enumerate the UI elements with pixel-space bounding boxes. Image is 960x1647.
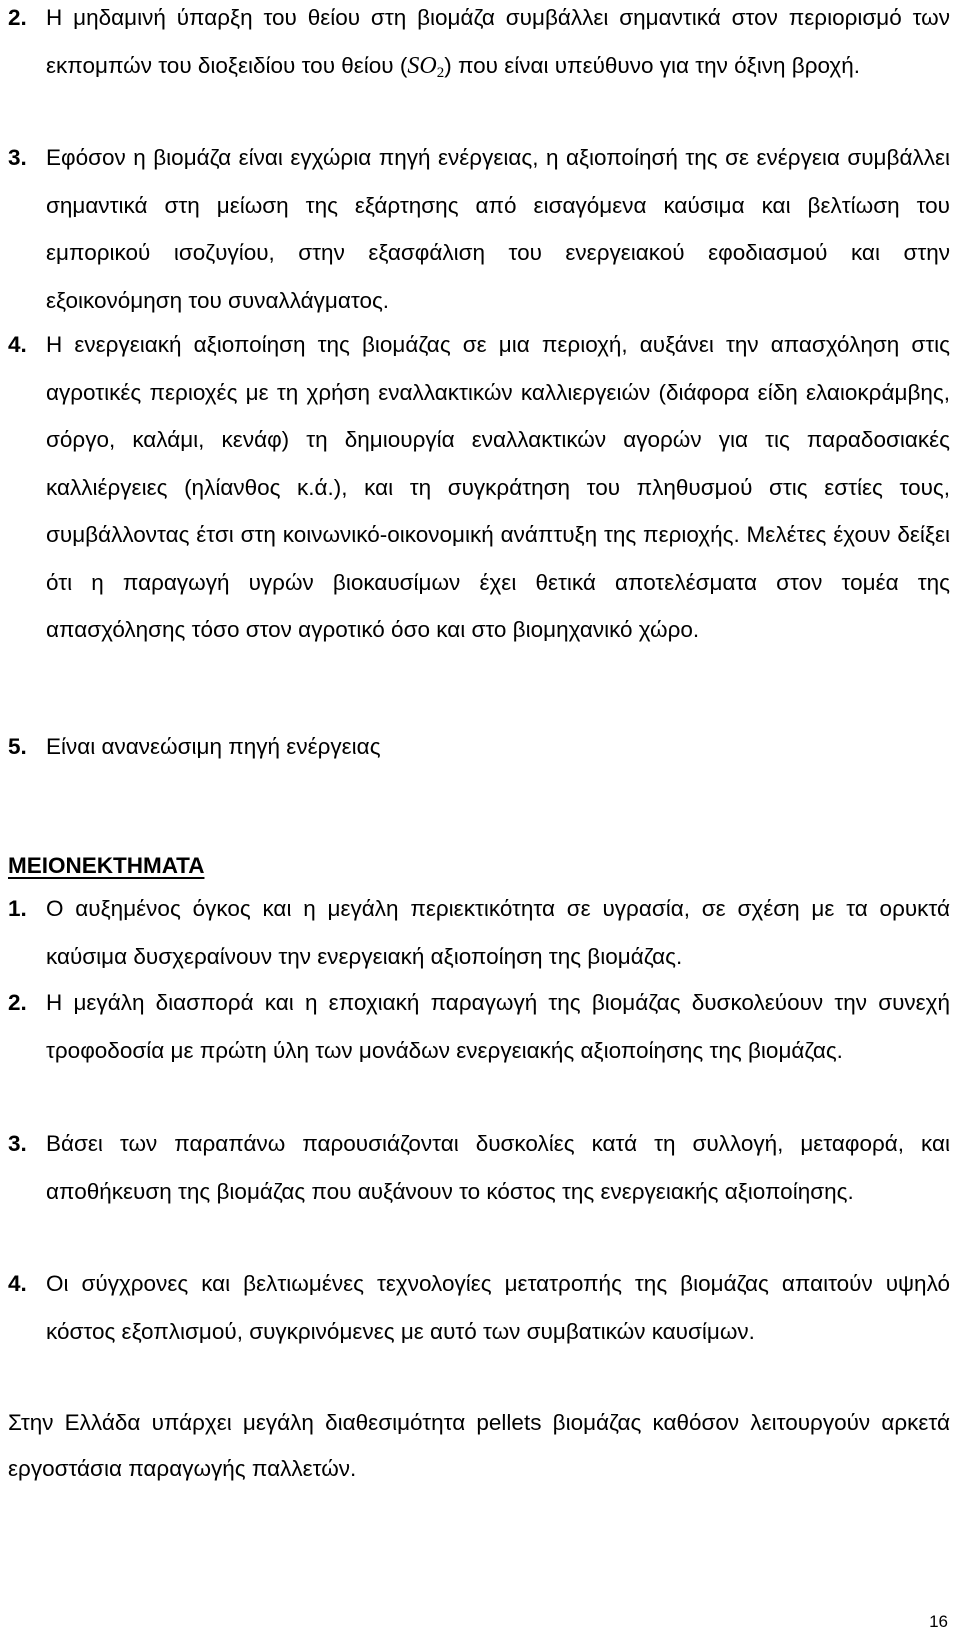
advantage-item-3 — [8, 134, 950, 324]
list-item-text: Ο αυξημένος όγκος και η μεγάλη περιεκτικότητα σε υγρασία, σε σχέση με τα ορυκτά καύσιμα δυσχεραίνουν την ενεργειακή αξιοποίηση της βιομάζας. — [46, 896, 950, 969]
list-item-text: Η μεγάλη διασπορά και η εποχιακή παραγωγή της βιομάζας δυσκολεύουν την συνεχή τροφοδοσία με πρώτη ύλη των μονάδων ενεργειακής αξιοποίησης της βιομάζας. — [46, 990, 950, 1063]
advantage-item-4 — [8, 321, 950, 654]
section-heading: ΜΕΙΟΝΕΚΤΗΜΑΤΑ — [8, 853, 205, 878]
disadvantage-item-1 — [8, 885, 950, 980]
formula-main: SO — [407, 52, 437, 79]
list-number: 4. — [8, 332, 27, 357]
list-number: 2. — [8, 5, 27, 30]
list-number: 5. — [8, 734, 27, 759]
advantage-item-2 — [8, 0, 950, 90]
list-item-text: Βάσει των παραπάνω παρουσιάζονται δυσκολίες κατά τη συλλογή, μεταφορά, και αποθήκευση της βιομάζας που αυξάνουν το κόστος της ενεργειακής αξιοποίησης. — [46, 1131, 950, 1204]
disadvantage-item-4 — [8, 1260, 950, 1355]
disadvantage-item-2 — [8, 979, 950, 1074]
list-item-text: Οι σύγχρονες και βελτιωμένες τεχνολογίες μετατροπής της βιομάζας απαιτούν υψηλό κόστος εξοπλισμού, συγκρινόμενες με αυτό των συμβατικών καυσίμων. — [46, 1271, 950, 1344]
so2-formula — [407, 53, 444, 79]
list-number: 1. — [8, 896, 27, 921]
list-number: 3. — [8, 1131, 27, 1156]
closing-paragraph: Στην Ελλάδα υπάρχει μεγάλη διαθεσιμότητα pellets βιομάζας καθόσον λειτουργούν αρκετά εργοστάσια παραγωγής παλλετών. — [8, 1410, 950, 1481]
page-number: 16 — [929, 1612, 948, 1631]
list-item-text — [46, 0, 950, 90]
list-number: 3. — [8, 145, 27, 170]
text-segment: Η μηδαμινή ύπαρξη του θείου στη βιομάζα συμβάλλει σημαντικά στον περιορισμό των εκπομπών του διοξειδίου του θείου ( — [46, 5, 950, 78]
list-number: 2. — [8, 990, 27, 1015]
text-segment: ) που είναι υπεύθυνο για την όξινη βροχή. — [444, 52, 860, 78]
formula-subscript: 2 — [436, 64, 445, 81]
list-number: 4. — [8, 1271, 27, 1296]
list-item-text: Είναι ανανεώσιμη πηγή ενέργειας — [46, 734, 381, 759]
list-item-text: Εφόσον η βιομάζα είναι εγχώρια πηγή ενέργειας, η αξιοποίησή της σε ενέργεια συμβάλλει σημαντικά στη μείωση της εξάρτησης από εισαγόμενα καύσιμα και βελτίωση του εμπορικού ισοζυγίου, στην εξασφάλιση του ενεργειακού εφοδιασμού και στην εξοικονόμηση του συναλλάγματος. — [46, 145, 950, 313]
disadvantage-item-3 — [8, 1120, 950, 1215]
advantage-item-5 — [8, 723, 950, 771]
list-item-text: Η ενεργειακή αξιοποίηση της βιομάζας σε μια περιοχή, αυξάνει την απασχόληση στις αγροτικές περιοχές με τη χρήση εναλλακτικών καλλιεργειών (διάφορα είδη ελαιοκράμβης, σόργο, καλάμι, κενάφ) τη δημιουργία εναλλακτικών αγορών για τις παραδοσιακές καλλιέργειες (ηλίανθος κ.ά.), και τη συγκράτηση του πληθυσμού στις εστίες τους, συμβάλλοντας έτσι στη κοινωνικό-οικονομική ανάπτυξη της περιοχής. Μελέτες έχουν δείξει ότι η παραγωγή υγρών βιοκαυσίμων έχει θετικά αποτελέσματα στον τομέα της απασχόλησης τόσο στον αγροτικό όσο και στο βιομηχανικό χώρο. — [46, 332, 950, 642]
